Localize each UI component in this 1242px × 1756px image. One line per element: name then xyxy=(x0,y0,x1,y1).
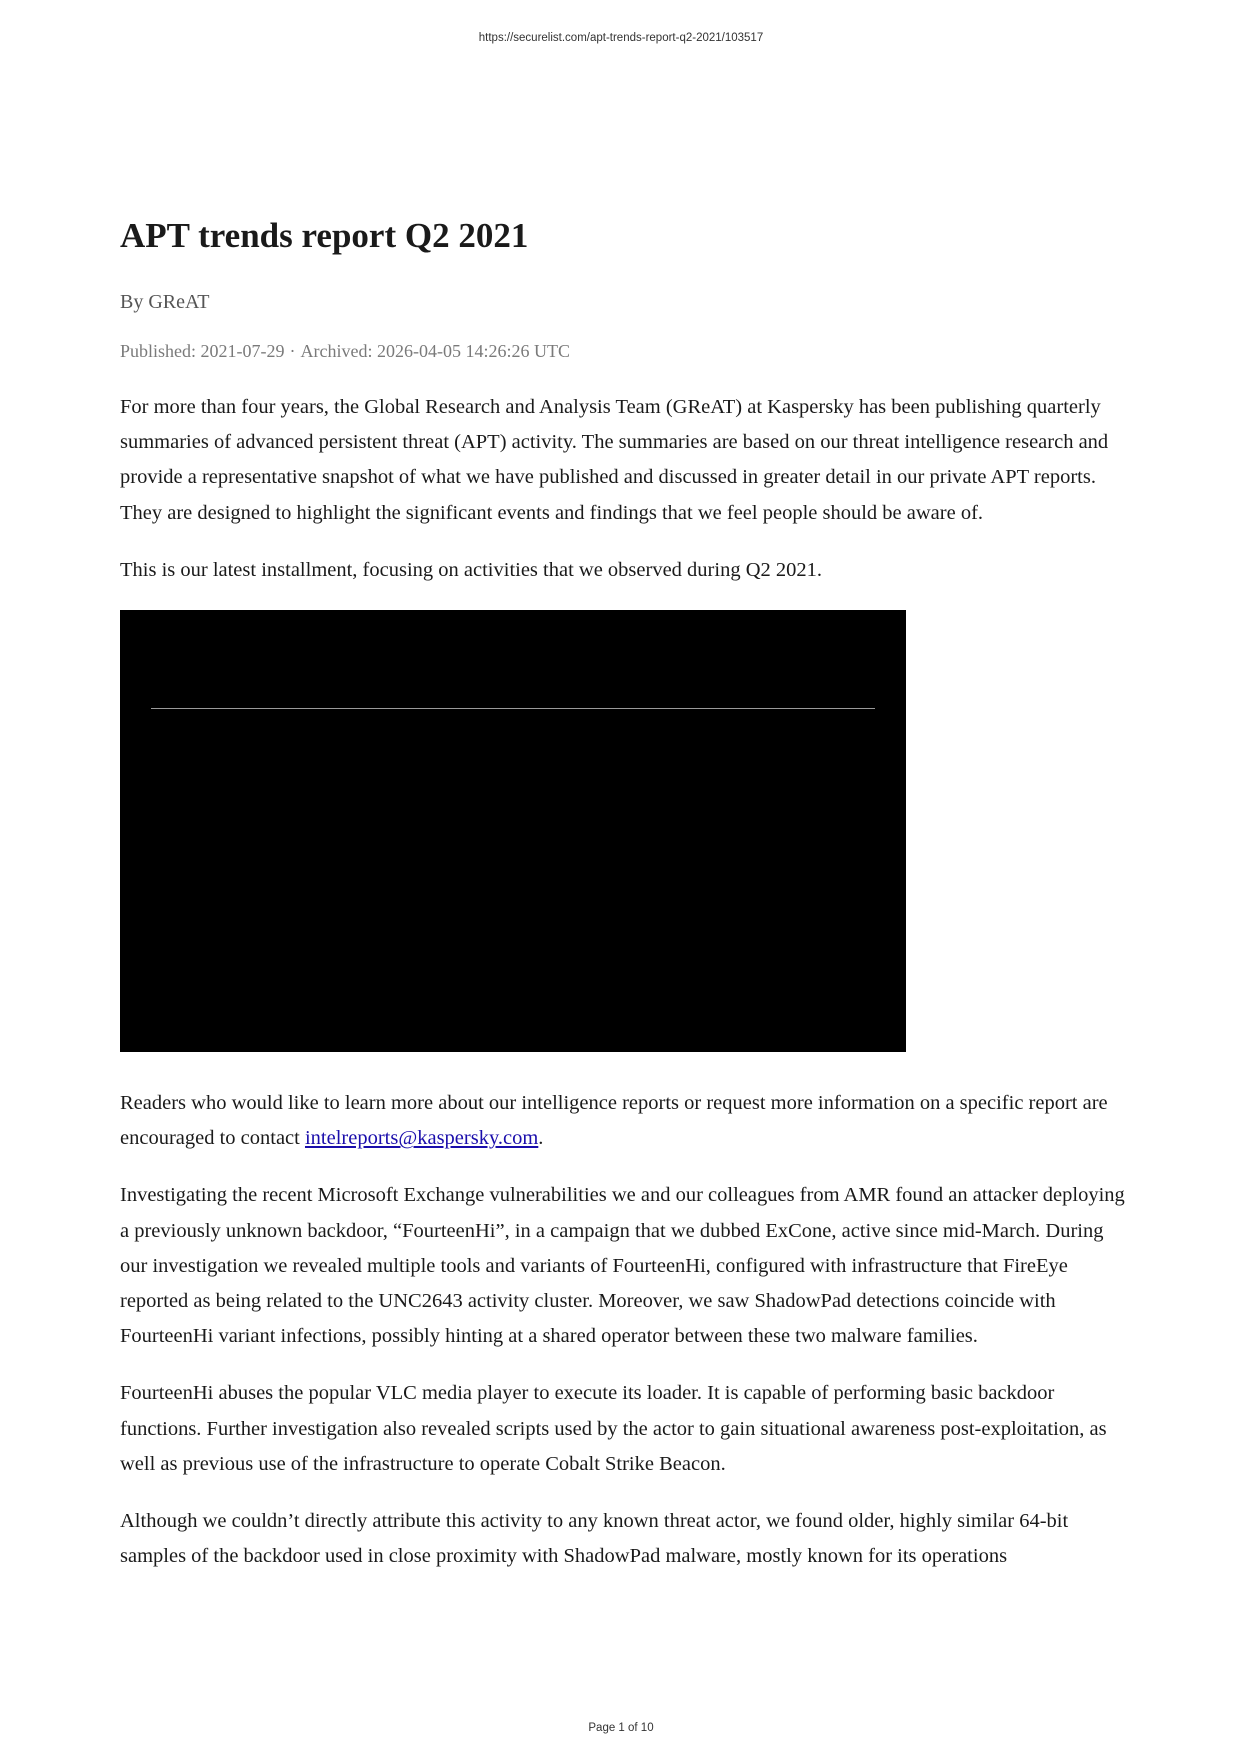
date-separator: · xyxy=(289,341,296,361)
intro-paragraph: For more than four years, the Global Research and Analysis Team (GReAT) at Kaspersky has been publishing quarterly summaries of advanced persistent threat (APT) activity. The summaries are based on our threat intelligence research and provide a representative snapshot of what we have published and discussed in greater detail in our private APT reports. They are designed to highlight the significant events and findings that we feel people should be aware of. xyxy=(120,396,1109,524)
embedded-video-player[interactable] xyxy=(120,610,906,1052)
excone-paragraph: Investigating the recent Microsoft Exchange vulnerabilities we and our colleagues from AMR found an attacker deploying a previously unknown backdoor, “FourteenHi”, in a campaign that we dubbed ExCone, active since mid-March. During our investigation we revealed multiple tools and variants of FourteenHi, configured with infrastructure that FireEye reported as being related to the UNC2643 activity cluster. Moreover, we saw ShadowPad detections coincide with FourteenHi variant infections, possibly hinting at a shared operator between these two malware families. xyxy=(120,1184,1125,1348)
contact-paragraph xyxy=(120,1086,1130,1156)
article-title: APT trends report Q2 2021 xyxy=(120,216,529,255)
page-url-header: https://securelist.com/apt-trends-report-q2-2021/103517 xyxy=(478,32,764,44)
contact-email-link[interactable]: intelreports@kaspersky.com xyxy=(304,1127,539,1150)
page-number-footer: Page 1 of 10 xyxy=(588,1722,654,1734)
article-body xyxy=(120,390,1130,1596)
article-dates xyxy=(120,341,570,362)
contact-text-end: . xyxy=(538,1127,544,1150)
video-progress-line xyxy=(151,708,875,709)
fourteenhi-paragraph: FourteenHi abuses the popular VLC media player to execute its loader. It is capable of performing basic backdoor functions. Further investigation also revealed scripts used by the actor to gain situational awareness post-exploitation, as well as previous use of the infrastructure to operate Cobalt Strike Beacon. xyxy=(120,1382,1107,1475)
published-date: Published: 2021-07-29 xyxy=(120,341,285,361)
contact-text: Readers who would like to learn more about our intelligence reports or request more information on a specific report are encouraged to contact xyxy=(120,1092,1108,1150)
article-byline: By GReAT xyxy=(120,291,210,313)
installment-paragraph: This is our latest installment, focusing on activities that we observed during Q2 2021. xyxy=(120,558,823,581)
archived-date: Archived: 2026-04-05 14:26:26 UTC xyxy=(300,341,570,361)
article xyxy=(120,212,1130,1568)
attribution-paragraph: Although we couldn’t directly attribute this activity to any known threat actor, we found older, highly similar 64-bit samples of the backdoor used in close proximity with ShadowPad malware, mostly known for its operations xyxy=(120,1510,1069,1568)
